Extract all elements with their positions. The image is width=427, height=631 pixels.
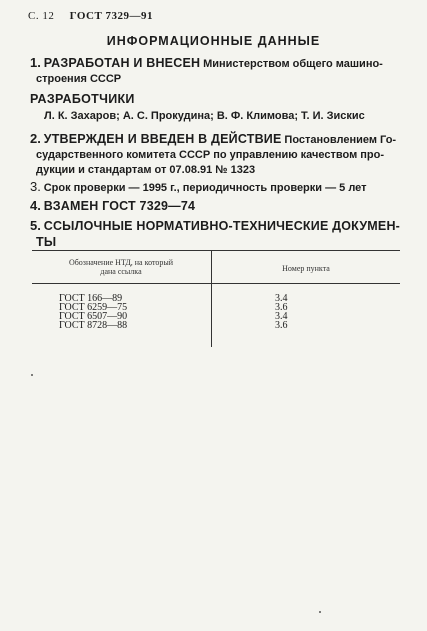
item-2-text-line3: дукции и стандартам от 07.08.91 № 1323 [36, 164, 256, 176]
table-header-document-line2: дана ссылка [100, 267, 142, 276]
table-row-2-doc: ГОСТ 6259—75 [59, 302, 128, 313]
item-2-text-line1: Постановлением Го- [284, 134, 397, 146]
page-header [28, 10, 153, 22]
standard-code: ГОСТ 7329—91 [69, 10, 154, 22]
item-4-heading: ВЗАМЕН ГОСТ 7329—74 [43, 199, 196, 213]
table-column-divider [211, 250, 212, 347]
item-2-number: 2. [30, 131, 41, 146]
scan-speck [31, 374, 33, 376]
table-row-1-doc: ГОСТ 166—89 [59, 293, 123, 304]
table-row-4-doc: ГОСТ 8728—88 [59, 320, 128, 331]
item-3-number: 3. [30, 179, 41, 194]
table-header-rule [32, 283, 400, 284]
scan-speck [319, 611, 321, 613]
table-header-document-line1: Обозначение НТД, на который [68, 258, 174, 267]
item-2-heading: УТВЕРЖДЕН И ВВЕДЕН В ДЕЙСТВИЕ [43, 132, 282, 146]
table-header-document [46, 258, 196, 276]
developers-title: РАЗРАБОТЧИКИ [30, 92, 135, 106]
item-5-number: 5. [30, 218, 41, 233]
item-1-heading: РАЗРАБОТАН И ВНЕСЕН [43, 56, 201, 70]
item-1-number: 1. [30, 55, 41, 70]
item-5-heading-line1: ССЫЛОЧНЫЕ НОРМАТИВНО-ТЕХНИЧЕСКИЕ ДОКУМЕН- [43, 219, 401, 233]
table-header-item: Номер пункта [282, 264, 330, 273]
table-top-rule [32, 250, 400, 251]
item-4-number: 4. [30, 198, 41, 213]
page-number: С. 12 [28, 10, 55, 22]
table-row-3-item: 3.4 [275, 311, 288, 322]
item-5 [30, 218, 402, 251]
item-2 [30, 131, 402, 178]
item-2-text-line2: сударственного комитета СССР по управлению качеством про- [36, 149, 385, 161]
section-title: ИНФОРМАЦИОННЫЕ ДАННЫЕ [106, 34, 321, 48]
item-1-text-line2: строения СССР [36, 73, 122, 85]
item-5-heading-line2: ТЫ [36, 235, 57, 249]
item-1-text-line1: Министерством общего машино- [203, 58, 383, 70]
table-row-2-item: 3.6 [275, 302, 288, 313]
item-1 [30, 55, 402, 87]
table-row-4-item: 3.6 [275, 320, 288, 331]
item-4 [30, 198, 402, 215]
developers-names: Л. К. Захаров; А. С. Прокудина; В. Ф. Климова; Т. И. Зискис [44, 110, 365, 122]
table-row-1-item: 3.4 [275, 293, 288, 304]
item-3-text: Срок проверки — 1995 г., периодичность проверки — 5 лет [43, 182, 367, 194]
table-row-3-doc: ГОСТ 6507—90 [59, 311, 128, 322]
item-3 [30, 179, 402, 196]
